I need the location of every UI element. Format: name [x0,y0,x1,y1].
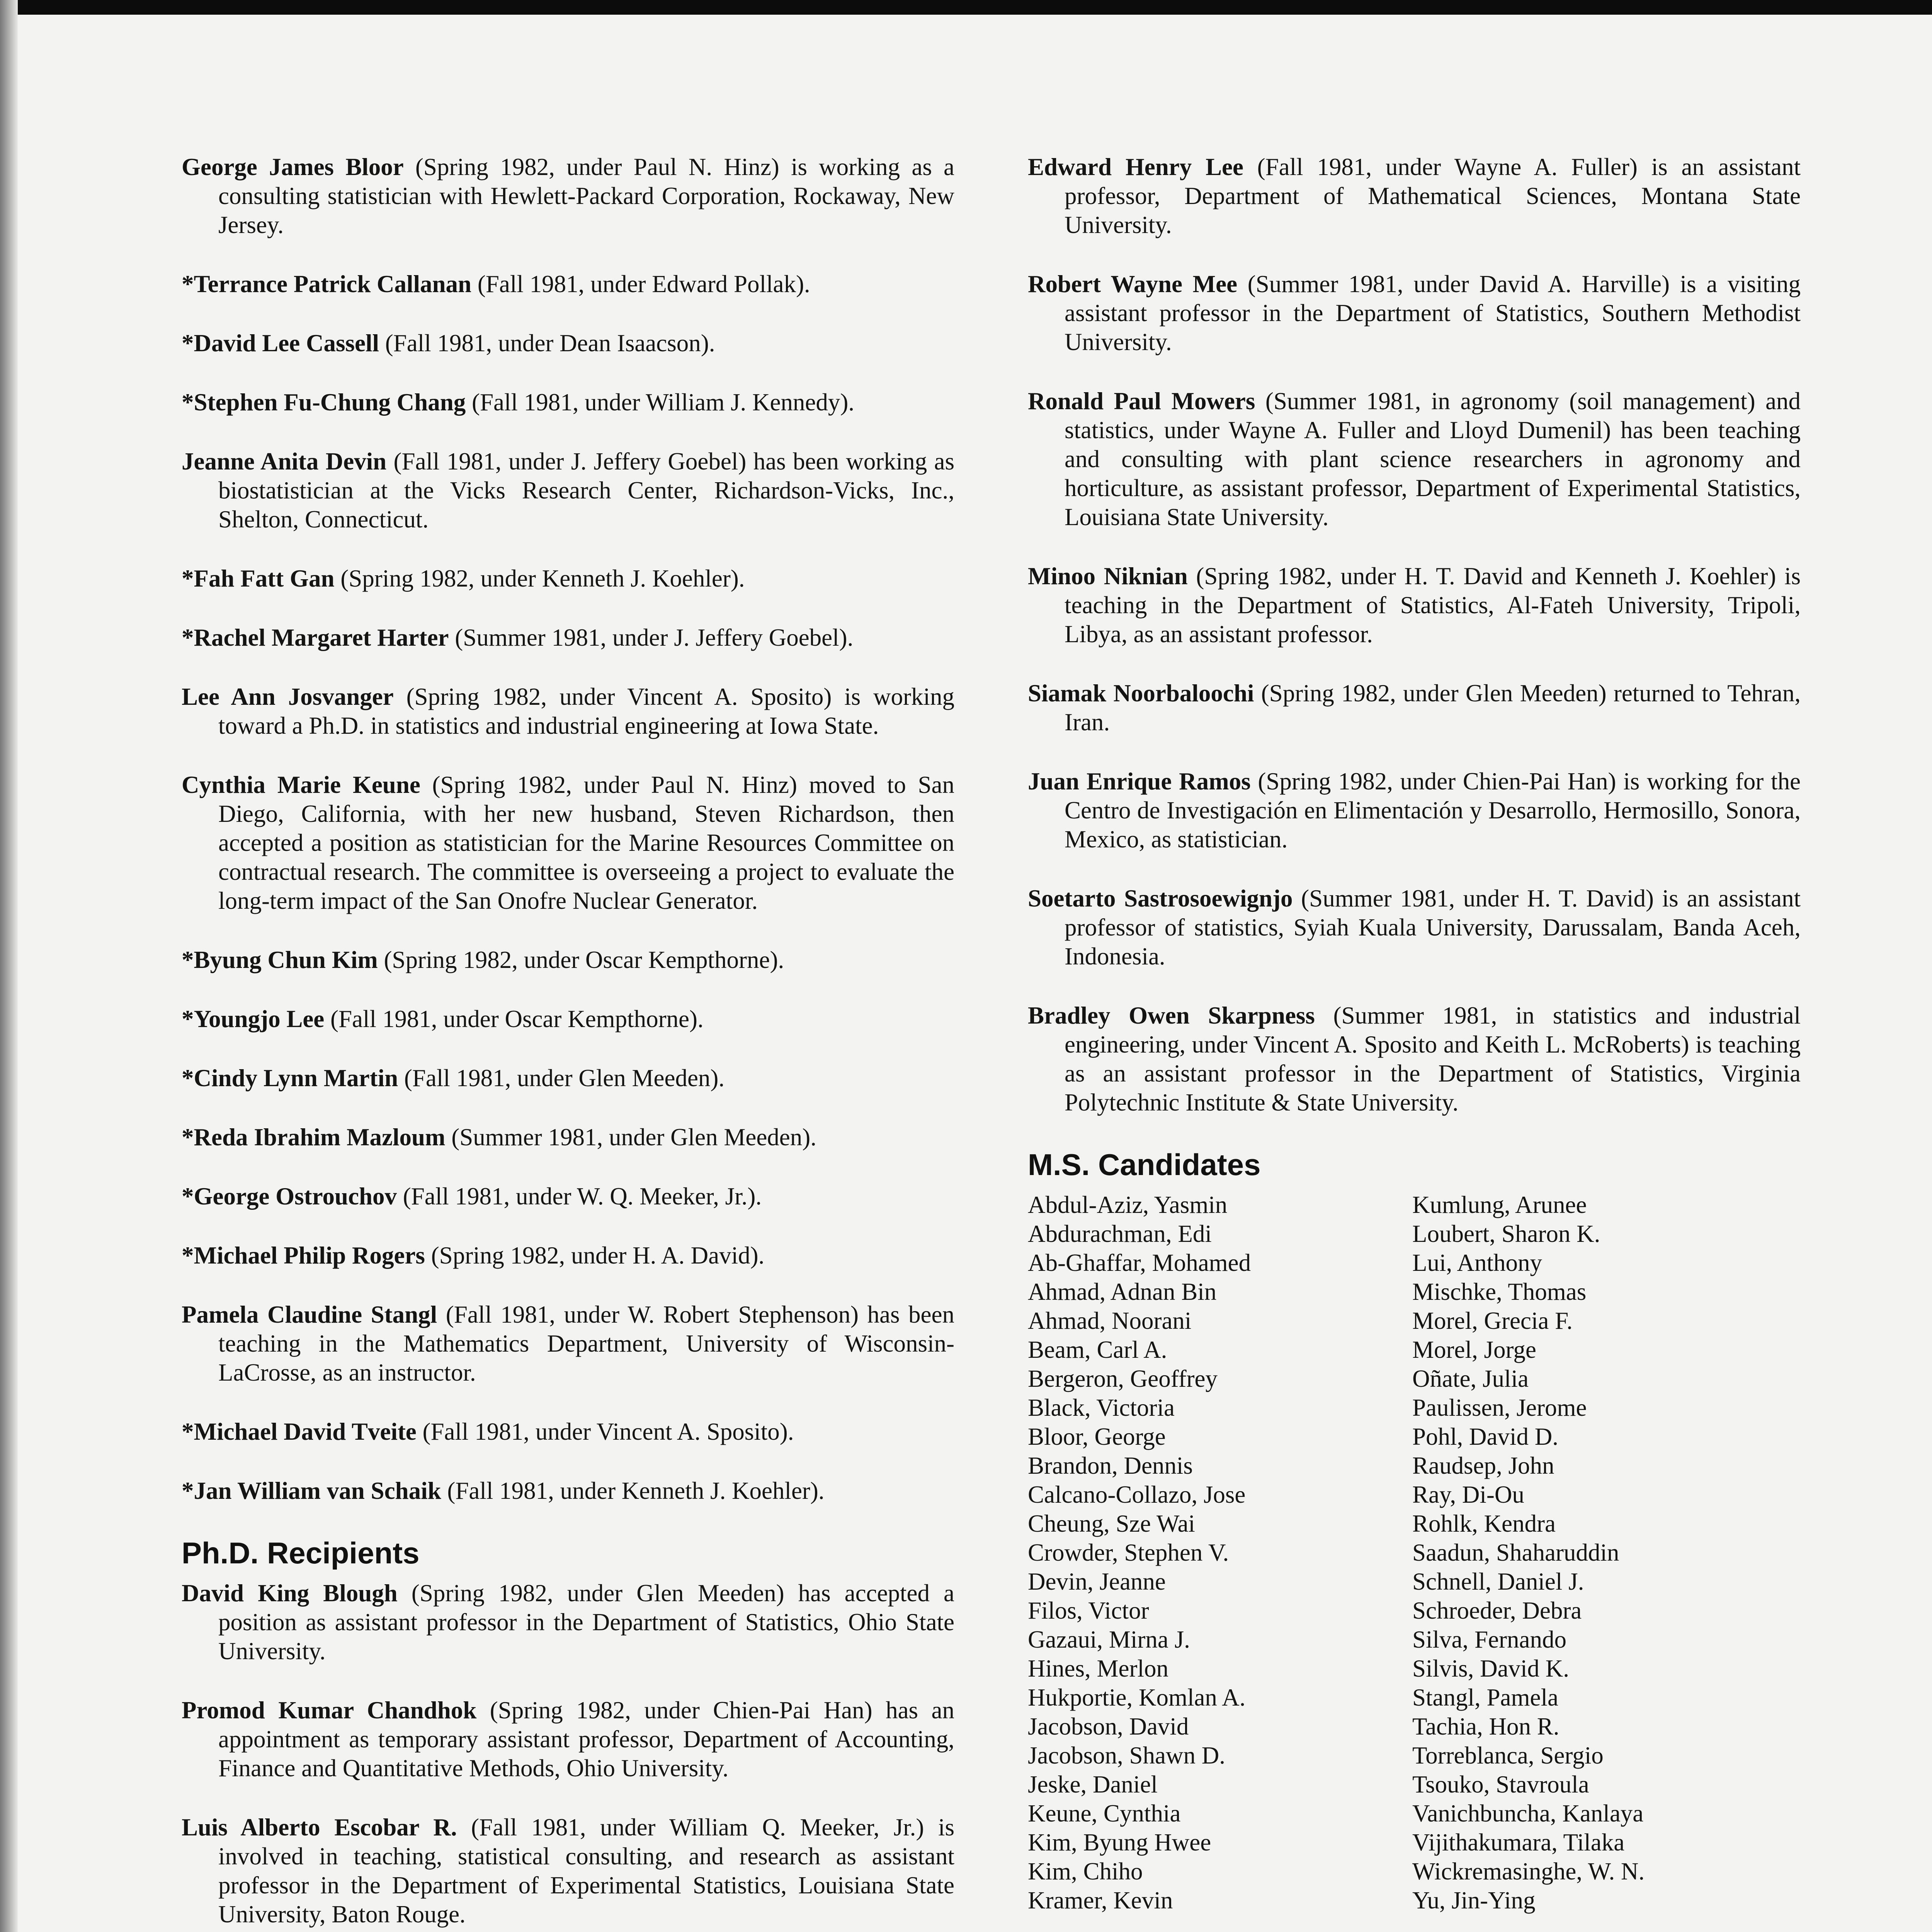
candidate-name: Bloor, George [1028,1423,1166,1450]
graduate-details: (Summer 1981, in agronomy (soil management) and statistics, under Wayne A. Fuller and Lloyd Dumenil) has been teaching and consulting with plant science researchers in agronomy and horticulture, as assistant professor, Department of Experimental Statistics, Louisiana State University. [1065,388,1801,531]
graduate-name: Bradley Owen Skarpness [1028,1002,1315,1029]
graduate-entry [1028,153,1801,240]
graduate-entry [1028,1001,1801,1117]
candidate-name: Lui, Anthony [1412,1249,1543,1276]
phd-recipients-list [182,1579,954,1932]
candidate-name: Black, Victoria [1028,1394,1175,1421]
graduate-entry [182,1182,954,1211]
graduate-entry [182,564,954,593]
graduate-name: Edward Henry Lee [1028,153,1243,180]
candidate-name: Filos, Victor [1028,1597,1149,1624]
candidate-name: Brandon, Dennis [1028,1452,1193,1479]
graduate-entry [182,153,954,240]
graduate-entry [1028,884,1801,971]
graduate-details: (Fall 1981, under W. Robert Stephenson) has been teaching in the Mathematics Department, University of Wisconsin-LaCrosse, as an instructor. [218,1301,954,1386]
candidate-name: Pohl, David D. [1412,1423,1558,1450]
graduate-entry [1028,270,1801,357]
graduate-details: (Spring 1982, under Chien-Pai Han) is working for the Centro de Investigación en Elimentación y Desarrollo, Hermosillo, Sonora, Mexico, as statistician. [1065,768,1801,853]
candidate-name: Oñate, Julia [1412,1365,1529,1392]
graduate-entry [182,1005,954,1034]
graduate-entry [182,1813,954,1929]
candidate-name: Raudsep, John [1412,1452,1554,1479]
graduate-details: (Summer 1981, under David A. Harville) is a visiting assistant professor in the Department of Statistics, Southern Methodist University. [1065,270,1801,355]
graduate-details: (Summer 1981, under J. Jeffery Goebel). [449,624,854,651]
candidate-name: Schroeder, Debra [1412,1597,1582,1624]
candidate-name: Mischke, Thomas [1412,1278,1587,1305]
candidate-name: Hines, Merlon [1028,1655,1168,1682]
candidate-name: Torreblanca, Sergio [1412,1742,1604,1769]
graduate-name: *Stephen Fu-Chung Chang [182,389,466,416]
graduate-details: (Spring 1982, under H. A. David). [425,1242,765,1269]
graduate-name: Robert Wayne Mee [1028,270,1238,298]
candidate-name: Yu, Jin-Ying [1412,1887,1536,1914]
candidate-name: Ahmad, Adnan Bin [1028,1278,1217,1305]
graduate-name: *Terrance Patrick Callanan [182,270,472,298]
graduate-name: *Michael David Tveite [182,1418,417,1445]
candidate-name: Kramer, Kevin [1028,1887,1173,1914]
graduate-entry [182,1417,954,1446]
candidate-name: Tachia, Hon R. [1412,1713,1560,1740]
graduate-name: *Cindy Lynn Martin [182,1065,398,1092]
graduate-entry [1028,679,1801,737]
graduate-name: Pamela Claudine Stangl [182,1301,437,1328]
candidate-name: Crowder, Stephen V. [1028,1539,1229,1566]
graduate-details: (Spring 1982, under Glen Meeden) has accepted a position as assistant professor in the Department of Statistics, Ohio State University. [218,1580,955,1665]
graduate-name: Luis Alberto Escobar R. [182,1814,457,1841]
graduate-details: (Spring 1982, under Kenneth J. Koehler). [334,565,745,592]
candidate-name: Kumlung, Arunee [1412,1191,1587,1218]
candidate-name: Keune, Cynthia [1028,1800,1181,1827]
graduate-entry [182,1123,954,1152]
candidate-name: Wickremasinghe, W. N. [1412,1858,1645,1885]
candidate-name: Devin, Jeanne [1028,1568,1166,1595]
candidate-name: Kim, Byung Hwee [1028,1829,1211,1856]
graduate-entry [182,1579,954,1666]
candidate-name: Abdurachman, Edi [1028,1220,1212,1247]
graduate-name: Cynthia Marie Keune [182,771,420,798]
graduate-details: (Fall 1981, under Kenneth J. Koehler). [441,1477,825,1504]
graduate-entry [1028,767,1801,854]
candidate-name: Hukportie, Komlan A. [1028,1684,1246,1711]
graduate-name: Jeanne Anita Devin [182,448,387,475]
ms-candidates-column-2 [1412,1190,1797,1915]
graduate-details: (Fall 1981, under William Q. Meeker, Jr.) is involved in teaching, statistical consulting, and research as assistant professor in the Department of Experimental Statistics, Louisiana State University, Baton Rouge. [218,1814,954,1928]
graduate-details: (Fall 1981, under Edward Pollak). [471,270,810,298]
ms-candidates-list [1028,1190,1801,1915]
graduate-entry [182,623,954,652]
candidate-name: Tsouko, Stavroula [1412,1771,1589,1798]
graduate-details: (Spring 1982, under Glen Meeden) returned to Tehran, Iran. [1065,680,1801,736]
left-column [182,153,954,1932]
candidate-name: Calcano-Collazo, Jose [1028,1481,1246,1508]
graduate-entry [182,270,954,299]
graduate-name: Soetarto Sastrosoewignjo [1028,885,1293,912]
graduate-entry [182,1064,954,1093]
graduate-name: David King Blough [182,1580,398,1607]
graduate-details: (Spring 1982, under H. T. David and Kenneth J. Koehler) is teaching in the Department of Statistics, Al-Fateh University, Tripoli, Libya, as an assistant professor. [1065,563,1801,648]
candidate-name: Stangl, Pamela [1412,1684,1558,1711]
scan-top-edge [0,0,1932,15]
graduate-details: (Spring 1982, under Oscar Kempthorne). [378,946,784,973]
ms-candidates-heading: M.S. Candidates [1028,1148,1261,1182]
graduate-entry [182,1241,954,1270]
graduate-name: Minoo Niknian [1028,563,1188,590]
graduate-details: (Fall 1981, under William J. Kennedy). [466,389,855,416]
graduate-details: (Summer 1981, in statistics and industrial engineering, under Vincent A. Sposito and Keith L. McRoberts) is teaching as an assistant professor in the Department of Statistics, Virginia Polytechnic Institute & State University. [1065,1002,1801,1116]
graduate-entry [182,946,954,975]
graduate-entry [182,1696,954,1783]
candidate-name: Saadun, Shaharuddin [1412,1539,1619,1566]
candidate-name: Morel, Jorge [1412,1336,1536,1363]
candidate-name: Silva, Fernando [1412,1626,1566,1653]
graduate-entries-left [182,153,954,1505]
graduate-entries-right [1028,153,1801,1117]
graduate-name: *David Lee Cassell [182,330,379,357]
ms-candidates-column-1 [1028,1190,1412,1915]
graduate-name: *Jan William van Schaik [182,1477,441,1504]
scan-binding-shadow [0,0,18,1932]
graduate-details: (Spring 1982, under Chien-Pai Han) has an appointment as temporary assistant professor, Department of Accounting, Finance and Quantitative Methods, Ohio University. [218,1697,954,1782]
graduate-details: (Fall 1981, under Vincent A. Sposito). [416,1418,794,1445]
graduate-name: *Fah Fatt Gan [182,565,335,592]
candidate-name: Gazaui, Mirna J. [1028,1626,1190,1653]
graduate-name: *George Ostrouchov [182,1183,397,1210]
graduate-details: (Summer 1981, under H. T. David) is an assistant professor of statistics, Syiah Kuala University, Darussalam, Banda Aceh, Indonesia. [1065,885,1801,970]
graduate-entry [1028,562,1801,649]
candidate-name: Paulissen, Jerome [1412,1394,1587,1421]
candidate-name: Loubert, Sharon K. [1412,1220,1600,1247]
graduate-name: George James Bloor [182,153,404,180]
candidate-name: Jacobson, David [1028,1713,1189,1740]
graduate-name: Lee Ann Josvanger [182,683,394,710]
graduate-name: *Michael Philip Rogers [182,1242,425,1269]
graduate-details: (Fall 1981, under Glen Meeden). [398,1065,725,1092]
graduate-details: (Fall 1981, under Dean Isaacson). [379,330,715,357]
graduate-name: Siamak Noorbaloochi [1028,680,1254,707]
candidate-name: Ahmad, Noorani [1028,1307,1192,1334]
candidate-name: Morel, Grecia F. [1412,1307,1573,1334]
candidate-name: Cheung, Sze Wai [1028,1510,1195,1537]
candidate-name: Abdul-Aziz, Yasmin [1028,1191,1228,1218]
candidate-name: Rohlk, Kendra [1412,1510,1556,1537]
graduate-details: (Summer 1981, under Glen Meeden). [445,1124,816,1151]
right-column [1028,153,1801,1932]
graduate-name: Juan Enrique Ramos [1028,768,1251,795]
graduate-details: (Spring 1982, under Vincent A. Sposito) is working toward a Ph.D. in statistics and industrial engineering at Iowa State. [218,683,954,739]
graduate-name: *Reda Ibrahim Mazloum [182,1124,446,1151]
graduate-details: (Spring 1982, under Paul N. Hinz) moved to San Diego, California, with her new husband, Steven Richardson, then accepted a position as statistician for the Marine Resources Committee on contractual research. The committee is overseeing a project to evaluate the long-term impact of the San Onofre Nuclear Generator. [218,771,955,914]
graduate-name: Promod Kumar Chandhok [182,1697,477,1724]
candidate-name: Bergeron, Geoffrey [1028,1365,1218,1392]
graduate-entry [182,329,954,358]
graduate-name: *Rachel Margaret Harter [182,624,449,651]
graduate-entry [182,388,954,417]
graduate-details: (Spring 1982, under Paul N. Hinz) is working as a consulting statistician with Hewlett-Packard Corporation, Rockaway, New Jersey. [218,153,955,238]
graduate-entry [182,447,954,534]
graduate-entry [182,682,954,740]
phd-recipients-heading: Ph.D. Recipients [182,1536,420,1570]
candidate-name: Jacobson, Shawn D. [1028,1742,1225,1769]
graduate-entry [1028,387,1801,532]
graduate-details: (Fall 1981, under Wayne A. Fuller) is an assistant professor, Department of Mathematical Sciences, Montana State University. [1065,153,1801,238]
graduate-name: *Byung Chun Kim [182,946,378,973]
graduate-entry [182,770,954,915]
candidate-name: Ray, Di-Ou [1412,1481,1524,1508]
graduate-name: *Youngjo Lee [182,1005,325,1032]
graduate-entry [182,1300,954,1387]
candidate-name: Kim, Chiho [1028,1858,1143,1885]
graduate-details: (Fall 1981, under Oscar Kempthorne). [324,1005,704,1032]
candidate-name: Beam, Carl A. [1028,1336,1167,1363]
graduate-name: Ronald Paul Mowers [1028,388,1255,415]
candidate-name: Silvis, David K. [1412,1655,1570,1682]
candidate-name: Schnell, Daniel J. [1412,1568,1584,1595]
candidate-name: Vanichbuncha, Kanlaya [1412,1800,1644,1827]
candidate-name: Jeske, Daniel [1028,1771,1158,1798]
graduate-details: (Fall 1981, under J. Jeffery Goebel) has been working as biostatistician at the Vicks Research Center, Richardson-Vicks, Inc., Shelton, Connecticut. [218,448,954,533]
graduate-entry [182,1476,954,1505]
graduate-details: (Fall 1981, under W. Q. Meeker, Jr.). [397,1183,762,1210]
candidate-name: Vijithakumara, Tilaka [1412,1829,1625,1856]
candidate-name: Ab-Ghaffar, Mohamed [1028,1249,1251,1276]
